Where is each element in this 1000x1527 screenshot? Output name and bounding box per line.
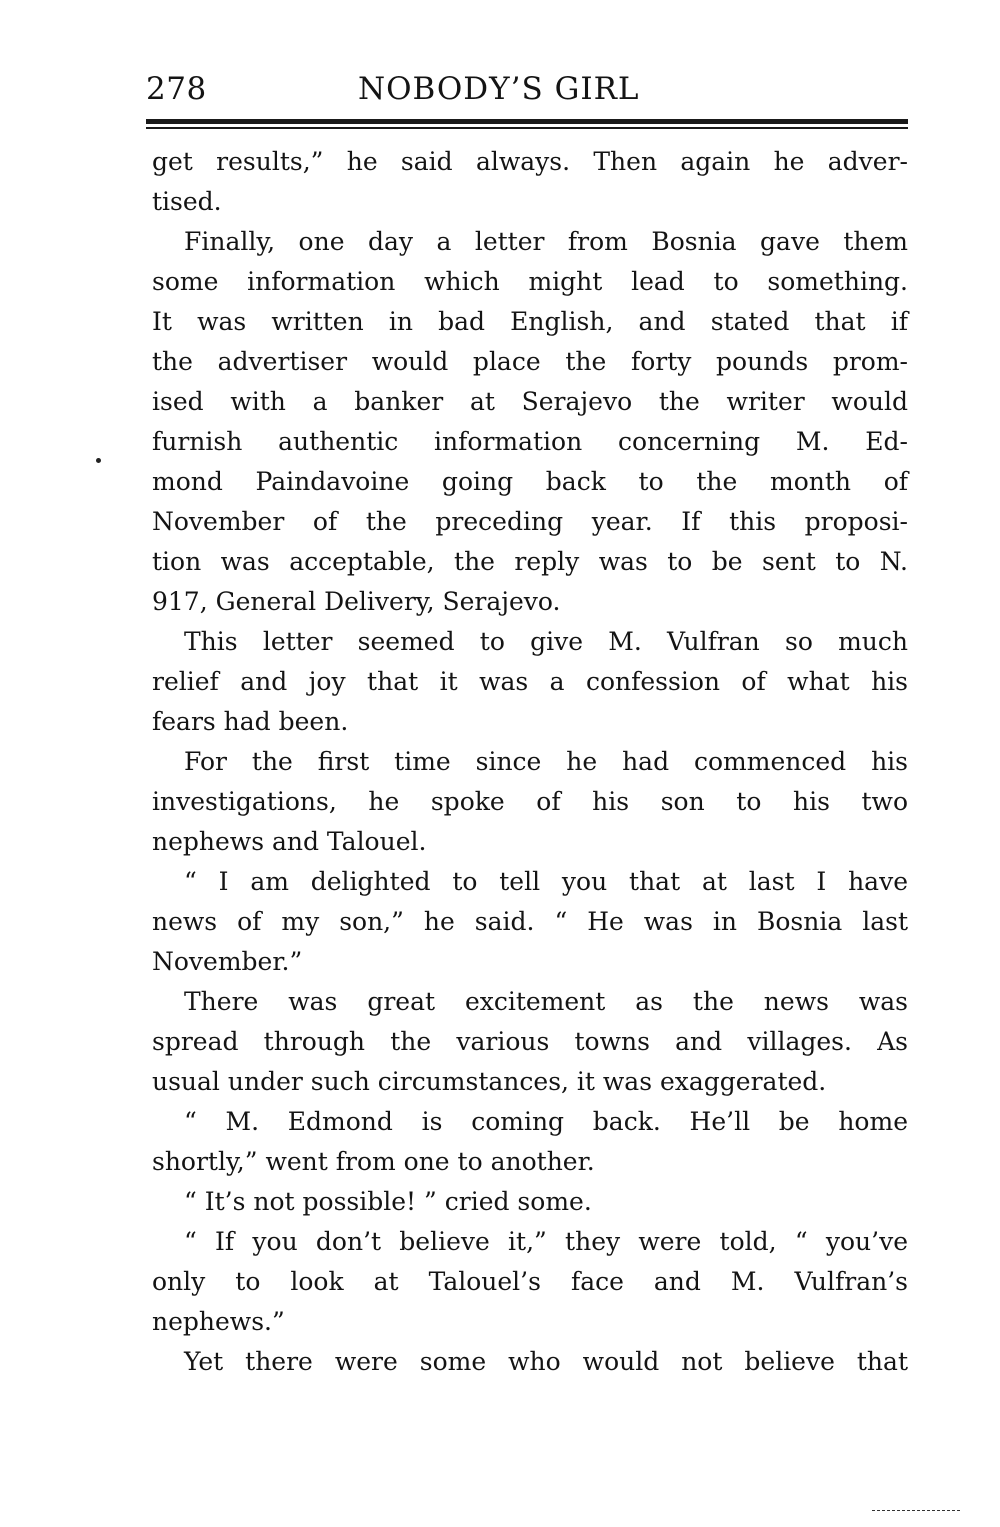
- text-line: “ If you don’t believe it,” they were told, “ you’ve: [184, 1227, 908, 1256]
- text-line: nephews and Talouel.: [152, 827, 427, 856]
- text-line: Yet there were some who would not believe that: [184, 1347, 908, 1376]
- text-line: some information which might lead to something.: [152, 267, 908, 296]
- text-line: mond Paindavoine going back to the month of: [152, 467, 908, 496]
- body-text: [152, 142, 908, 1382]
- text-line: tion was acceptable, the reply was to be sent to N.: [152, 547, 908, 576]
- text-line: nephews.”: [152, 1307, 285, 1336]
- text-line: It was written in bad English, and stated that if: [152, 307, 908, 336]
- text-line: 917, General Delivery, Serajevo.: [152, 587, 561, 616]
- text-line: the advertiser would place the forty pounds prom-: [152, 347, 908, 376]
- text-line: November of the preceding year. If this proposi-: [152, 507, 908, 536]
- text-line: shortly,” went from one to another.: [152, 1147, 595, 1176]
- text-line: investigations, he spoke of his son to his two: [152, 787, 908, 816]
- text-line: This letter seemed to give M. Vulfran so much: [184, 627, 908, 656]
- text-line: tised.: [152, 187, 222, 216]
- text-line: Finally, one day a letter from Bosnia gave them: [184, 227, 908, 256]
- text-line: ised with a banker at Serajevo the writer would: [152, 387, 908, 416]
- text-line: spread through the various towns and villages. As: [152, 1027, 908, 1056]
- text-line: For the first time since he had commenced his: [184, 747, 908, 776]
- text-line: November.”: [152, 947, 303, 976]
- text-line: fears had been.: [152, 707, 349, 736]
- text-line: relief and joy that it was a confession of what his: [152, 667, 908, 696]
- footer-dash: [872, 1510, 960, 1512]
- running-title: NOBODY’S GIRL: [358, 71, 640, 107]
- text-line: “ M. Edmond is coming back. He’ll be home: [184, 1107, 908, 1136]
- text-line: news of my son,” he said. “ He was in Bosnia last: [152, 907, 908, 936]
- header-rule-thick: [146, 119, 908, 124]
- text-line: furnish authentic information concerning M. Ed-: [152, 427, 908, 456]
- header-rule-thin: [146, 127, 908, 129]
- text-line: only to look at Talouel’s face and M. Vulfran’s: [152, 1267, 908, 1296]
- text-line: There was great excitement as the news was: [184, 987, 908, 1016]
- page-header: [146, 66, 906, 116]
- text-line: “ It’s not possible! ” cried some.: [184, 1187, 592, 1216]
- text-line: usual under such circumstances, it was exaggerated.: [152, 1067, 827, 1096]
- text-line: get results,” he said always. Then again he adver-: [152, 147, 908, 176]
- margin-mark: [96, 458, 101, 463]
- text-line: “ I am delighted to tell you that at last I have: [184, 867, 908, 896]
- page-number: 278: [146, 71, 207, 107]
